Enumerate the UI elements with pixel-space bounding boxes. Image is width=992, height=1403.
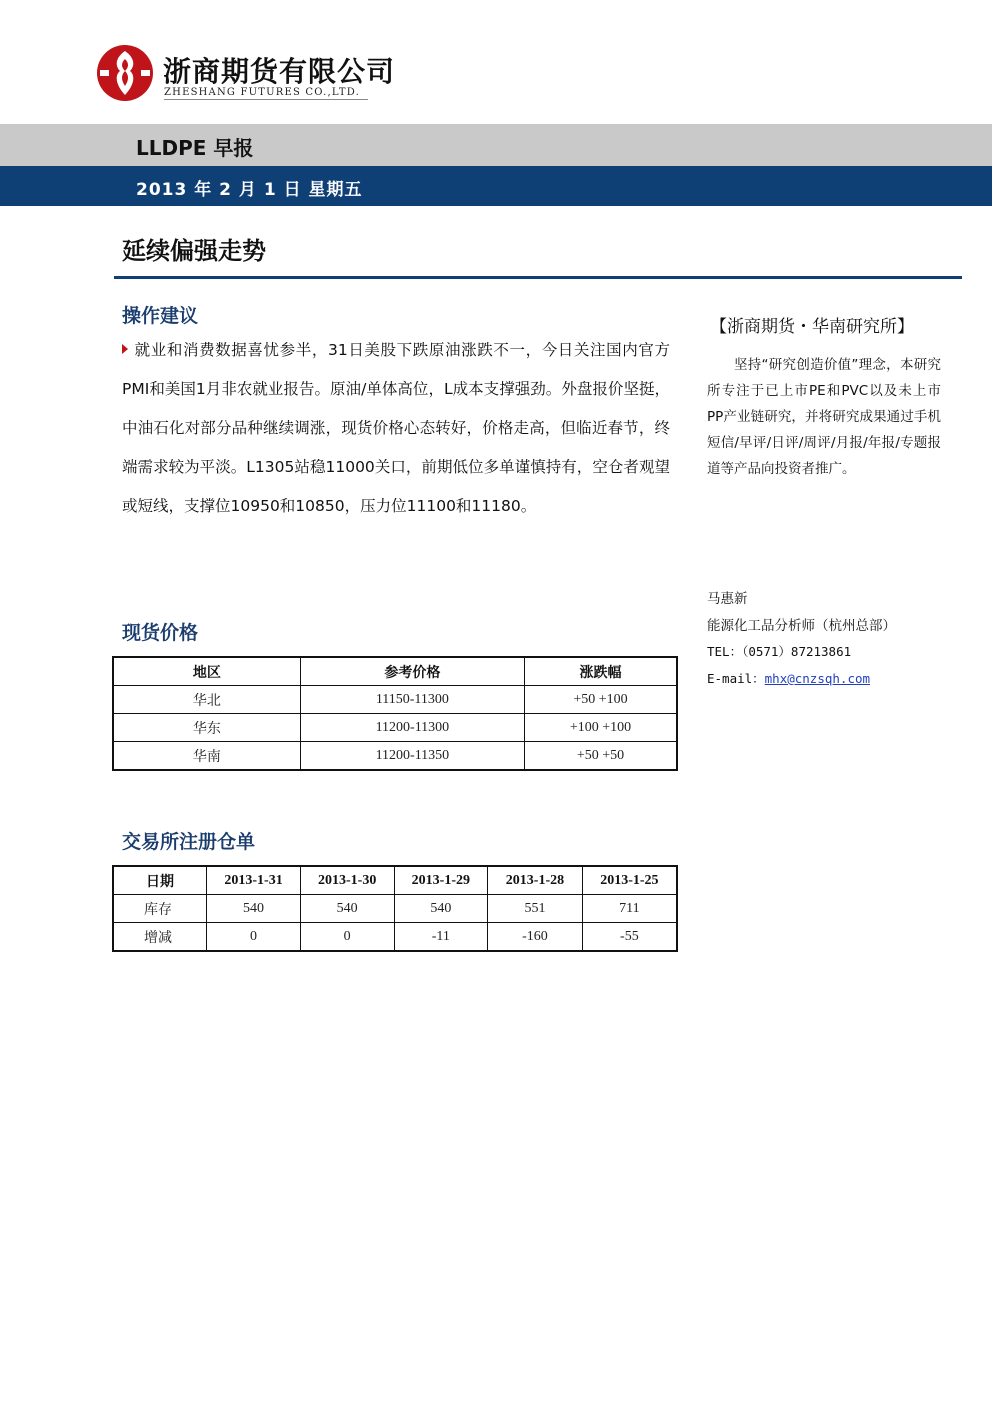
table-cell: -55 xyxy=(582,923,677,952)
column-header: 2013-1-25 xyxy=(582,866,677,895)
sidebar-title: 【浙商期货・华南研究所】 xyxy=(710,317,914,337)
table-cell: -160 xyxy=(488,923,583,952)
table-cell: 551 xyxy=(488,895,583,923)
table-cell: 11200-11350 xyxy=(300,742,524,771)
table-row xyxy=(113,895,677,923)
table-cell: 华南 xyxy=(113,742,300,771)
column-header: 日期 xyxy=(113,866,207,895)
table-cell: 华东 xyxy=(113,714,300,742)
company-name-en: ZHESHANG FUTURES CO.,LTD. xyxy=(164,87,360,98)
column-header: 涨跌幅 xyxy=(524,657,677,686)
table-cell: 华北 xyxy=(113,686,300,714)
advice-paragraph xyxy=(122,331,670,526)
column-header: 2013-1-30 xyxy=(300,866,394,895)
column-header: 参考价格 xyxy=(300,657,524,686)
email-link[interactable]: mhx@cnzsqh.com xyxy=(764,670,871,686)
company-name-cn: 浙商期货有限公司 xyxy=(163,55,396,88)
table-header-row xyxy=(113,657,677,686)
analyst-role: 能源化工品分析师（杭州总部） xyxy=(707,617,896,634)
spot-title: 现货价格 xyxy=(122,622,199,644)
table-header-row xyxy=(113,866,677,895)
table-row xyxy=(113,742,677,771)
bullet-arrow-icon xyxy=(122,344,128,354)
column-header: 2013-1-29 xyxy=(394,866,488,895)
column-header: 2013-1-31 xyxy=(207,866,301,895)
report-date: 2013 年 2 月 1 日 星期五 xyxy=(136,180,363,200)
table-row xyxy=(113,714,677,742)
spot-price-table xyxy=(112,656,678,771)
page-title: 延续偏强走势 xyxy=(122,237,266,265)
table-cell: 711 xyxy=(582,895,677,923)
table-cell: 库存 xyxy=(113,895,207,923)
table-row xyxy=(113,923,677,952)
table-row xyxy=(113,686,677,714)
analyst-tel: TEL：（0571）87213861 xyxy=(707,644,852,659)
analyst-contact xyxy=(707,586,896,692)
advice-title: 操作建议 xyxy=(122,305,199,327)
column-header: 2013-1-28 xyxy=(488,866,583,895)
report-type-band xyxy=(0,124,992,166)
report-type: LLDPE 早报 xyxy=(136,136,254,160)
warrant-title: 交易所注册仓单 xyxy=(122,831,256,853)
company-logo xyxy=(96,44,154,102)
table-cell: 540 xyxy=(207,895,301,923)
title-divider xyxy=(114,276,962,279)
email-label: E-mail： xyxy=(707,670,765,686)
table-cell: 0 xyxy=(300,923,394,952)
column-header: 地区 xyxy=(113,657,300,686)
warrant-table xyxy=(112,865,678,952)
table-cell: +100 +100 xyxy=(524,714,677,742)
table-cell: 540 xyxy=(394,895,488,923)
analyst-name: 马惠新 xyxy=(707,591,748,607)
advice-text: 就业和消费数据喜忧参半，31日美股下跌原油涨跌不一，今日关注国内官方PMI和美国1月非农就业报告。原油/单体高位，L成本支撑强劲。外盘报价坚挺，中油石化对部分品种继续调涨，现货价格心态转好，价格走高，但临近春节，终端需求较为平淡。L1305站稳11000关口，前期低位多单谨慎持有，空仓者观望或短线，支撑位10950和10850，压力位11100和11180。 xyxy=(122,341,670,515)
sidebar-intro: 坚持“研究创造价值”理念，本研究所专注于已上市PE和PVC以及未上市PP产业链研究，并将研究成果通过手机短信/早评/日评/周评/月报/年报/专题报道等产品向投资者推广。 xyxy=(707,357,941,477)
table-cell: -11 xyxy=(394,923,488,952)
analyst-email-row xyxy=(707,666,896,693)
table-cell: 0 xyxy=(207,923,301,952)
date-band xyxy=(0,166,992,206)
table-cell: +50 +50 xyxy=(524,742,677,771)
table-cell: 11200-11300 xyxy=(300,714,524,742)
table-cell: 540 xyxy=(300,895,394,923)
logo-divider xyxy=(164,99,368,100)
table-cell: 增减 xyxy=(113,923,207,952)
table-cell: +50 +100 xyxy=(524,686,677,714)
table-cell: 11150-11300 xyxy=(300,686,524,714)
